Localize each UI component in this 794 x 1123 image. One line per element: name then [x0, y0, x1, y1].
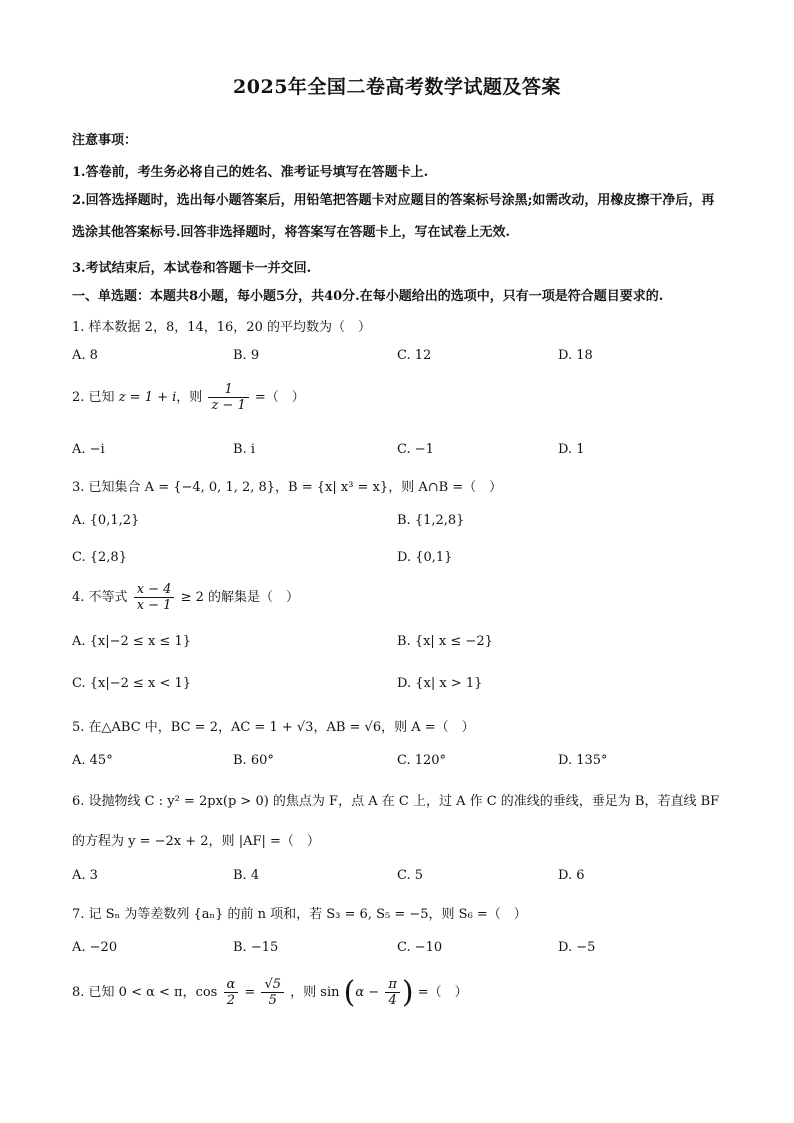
question-3-stem: 3. 已知集合 A = {−4, 0, 1, 2, 8}，B = {x| x³ = x}，则 A∩B =（ ）	[72, 480, 503, 495]
q4-frac-num: x − 4	[136, 582, 172, 597]
question-1-stem: 1. 样本数据 2，8，14，16，20 的平均数为（ ）	[72, 320, 371, 335]
q8-left-paren: (	[343, 975, 356, 1010]
q2-option-b: B. i	[233, 442, 255, 457]
q3-option-c: C. {2,8}	[72, 550, 127, 565]
q8-right-paren: )	[401, 975, 414, 1010]
notice-heading: 注意事项：	[72, 133, 138, 148]
q8-frac3-den: 4	[385, 992, 400, 1008]
q7-option-c: C. −10	[397, 940, 443, 955]
q2-option-c: C. −1	[397, 442, 434, 457]
q2-stem-mid: ，则	[176, 390, 203, 405]
q7-option-a: A. −20	[72, 940, 118, 955]
q1-option-d: D. 18	[558, 348, 593, 363]
q2-option-d: D. 1	[558, 442, 585, 457]
q7-option-b: B. −15	[233, 940, 279, 955]
notice-item-3: 3.考试结束后，本试卷和答题卡一并交回.	[72, 261, 312, 276]
q5-option-c: C. 120°	[397, 753, 447, 768]
q8-fraction-pi	[385, 977, 400, 1008]
q4-option-c: C. {x|−2 ≤ x < 1}	[72, 676, 192, 691]
q8-frac2-num: √5	[264, 977, 282, 992]
q8-frac-den: 2	[224, 992, 239, 1008]
q7-option-d: D. −5	[558, 940, 596, 955]
q5-option-b: B. 60°	[233, 753, 274, 768]
q8-frac2-den: 5	[261, 992, 284, 1008]
q1-option-b: B. 9	[233, 348, 260, 363]
q6-option-d: D. 6	[558, 868, 585, 883]
q4-option-d: D. {x| x > 1}	[397, 676, 483, 691]
q2-option-a: A. −i	[72, 442, 105, 457]
question-6-stem-line1: 6. 设抛物线 C : y² = 2px(p > 0) 的焦点为 F，点 A 在 C 上，过 A 作 C 的准线的垂线，垂足为 B，若直线 BF	[72, 794, 720, 809]
q1-option-a: A. 8	[72, 348, 98, 363]
q5-option-d: D. 135°	[558, 753, 608, 768]
q5-option-a: A. 45°	[72, 753, 113, 768]
q1-option-c: C. 12	[397, 348, 432, 363]
q8-frac3-num: π	[388, 977, 397, 992]
q6-option-b: B. 4	[233, 868, 260, 883]
q8-stem-pre: 8. 已知 0 < α < π，cos	[72, 985, 218, 1000]
question-4-stem	[72, 582, 299, 613]
question-7-stem: 7. 记 Sₙ 为等差数列 {aₙ} 的前 n 项和，若 S₃ = 6, S₅ = −5，则 S₆ =（ ）	[72, 907, 527, 922]
q4-option-b: B. {x| x ≤ −2}	[397, 634, 493, 649]
q4-option-a: A. {x|−2 ≤ x ≤ 1}	[72, 634, 191, 649]
q4-frac-den: x − 1	[134, 597, 175, 613]
q6-option-c: C. 5	[397, 868, 424, 883]
question-5-stem: 5. 在△ABC 中，BC = 2，AC = 1 + √3，AB = √6，则 A =（ ）	[72, 720, 475, 735]
q8-fraction-sqrt5	[261, 977, 284, 1008]
q8-stem-post: =（ ）	[417, 985, 468, 1000]
q6-option-a: A. 3	[72, 868, 98, 883]
q2-fraction	[208, 382, 248, 413]
q3-option-b: B. {1,2,8}	[397, 513, 465, 528]
page-title: 2025年全国二卷高考数学试题及答案	[233, 76, 561, 98]
q2-frac-den: z − 1	[208, 397, 248, 413]
q8-inner-pre: α −	[355, 985, 380, 1000]
q2-frac-num: 1	[224, 382, 233, 397]
q2-stem-expr: z = 1 + i	[118, 390, 177, 405]
q8-stem-eq: =	[244, 985, 256, 1000]
q8-frac-num: α	[226, 977, 236, 992]
q8-stem-mid: ，则 sin	[290, 985, 340, 1000]
q4-stem-pre: 4. 不等式	[72, 590, 128, 605]
q4-stem-post: ≥ 2 的解集是（ ）	[180, 590, 300, 605]
section-heading: 一、单选题：本题共8小题，每小题5分，共40分.在每小题给出的选项中，只有一项是符合题目要求的.	[72, 289, 664, 304]
notice-item-1: 1.答卷前，考生务必将自己的姓名、准考证号填写在答题卡上.	[72, 165, 429, 180]
notice-item-2: 2.回答选择题时，选出每小题答案后，用铅笔把答题卡对应题目的答案标号涂黑;如需改动，用橡皮擦干净后，再选涂其他答案标号.回答非选择题时，将答案写在答题卡上，写在试卷上无效.	[72, 193, 715, 240]
q4-fraction	[134, 582, 175, 613]
q3-option-d: D. {0,1}	[397, 550, 453, 565]
q3-option-a: A. {0,1,2}	[72, 513, 140, 528]
question-6-stem-line2: 的方程为 y = −2x + 2，则 |AF| =（ ）	[72, 834, 320, 849]
q2-stem-post: =（ ）	[254, 390, 305, 405]
q2-stem-pre: 2. 已知	[72, 390, 115, 405]
question-8-stem	[72, 975, 468, 1010]
q8-fraction-alpha	[224, 977, 239, 1008]
question-2-stem	[72, 382, 305, 413]
